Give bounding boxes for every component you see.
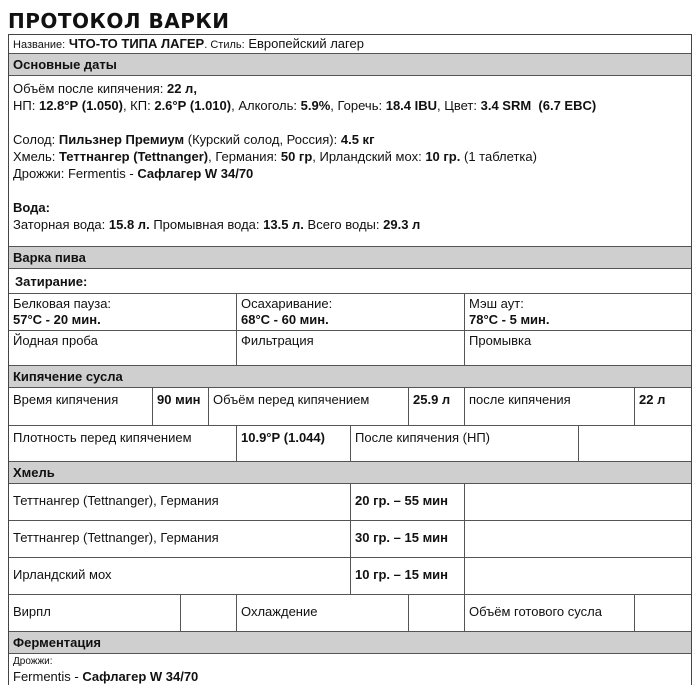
hop-name: Теттнангер (Tettnanger) <box>59 149 209 164</box>
recipe-header-row <box>9 35 691 54</box>
mashout-label: Мэш аут: <box>469 296 524 311</box>
post-boil-gravity-label: После кипячения (НП) <box>351 426 579 461</box>
water-title <box>13 199 687 216</box>
moss-note: (1 таблетка) <box>463 149 537 164</box>
basics-block <box>9 76 691 247</box>
protocol-form <box>8 34 692 685</box>
hop-row <box>9 558 691 595</box>
section-fermentation: Ферментация <box>9 632 691 654</box>
section-hops: Хмель <box>9 462 691 484</box>
malt-line <box>13 131 687 148</box>
alcohol-value: 5.9% <box>300 98 331 113</box>
sparge-water-label: Промывная вода: <box>153 217 260 232</box>
hop-row <box>9 521 691 558</box>
post-boil-volume-value: 22 л <box>639 392 666 407</box>
hop-amount: 50 гр <box>280 149 313 164</box>
hop-row-name: Теттнангер (Tettnanger), Германия <box>9 521 351 557</box>
moss-amount: 10 гр. <box>425 149 461 164</box>
hop-row-blank <box>465 484 691 520</box>
volume-label: Объём после кипячения: <box>13 81 164 96</box>
hop-row-amount: 20 гр. – 55 мин <box>351 484 465 520</box>
hop-row-name: Ирландский мох <box>9 558 351 594</box>
hop-row-blank <box>465 521 691 557</box>
saccharification-cell <box>237 294 465 330</box>
color-value: 3.4 SRM (6.7 EBC) <box>480 98 597 113</box>
post-boil-row <box>9 595 691 632</box>
mashing-title: Затирание: <box>15 274 88 289</box>
bitterness-label: , Горечь: <box>330 98 383 113</box>
total-water-label: Всего воды: <box>307 217 380 232</box>
malt-name: Пильзнер Премиум <box>58 132 185 147</box>
alcohol-label: , Алкоголь: <box>231 98 298 113</box>
volume-value: 22 л, <box>166 81 197 96</box>
hop-row-amount: 10 гр. – 15 мин <box>351 558 465 594</box>
whirlpool-label: Вирпл <box>9 595 181 631</box>
water-line <box>13 216 687 233</box>
protein-rest-value: 57°С - 20 мин. <box>13 312 101 327</box>
hop-row-blank <box>465 558 691 594</box>
sparging-cell: Промывка <box>469 333 532 348</box>
cooling-label: Охлаждение <box>237 595 409 631</box>
water-title-text: Вода: <box>13 200 50 215</box>
malt-amount: 4.5 кг <box>340 132 375 147</box>
section-basics: Основные даты <box>9 54 691 76</box>
page-title: ПРОТОКОЛ ВАРКИ <box>8 9 230 33</box>
recipe-name: ЧТО-ТО ТИПА ЛАГЕР <box>68 36 205 51</box>
gravity-line <box>13 97 687 114</box>
malt-source: (Курский солод, Россия): <box>187 132 338 147</box>
fermentation-yeast-maker: Fermentis - <box>13 669 79 684</box>
iodine-test-cell: Йодная проба <box>9 331 237 365</box>
mash-water-label: Заторная вода: <box>13 217 106 232</box>
saccharification-label: Осахаривание: <box>241 296 333 311</box>
malt-label: Солод: <box>13 132 56 147</box>
section-boil: Кипячение сусла <box>9 366 691 388</box>
final-volume-value <box>635 595 691 631</box>
boil-row-2 <box>9 426 691 462</box>
og-value: 12.8°Р (1.050) <box>38 98 123 113</box>
post-boil-volume-label: после кипячения <box>465 388 635 425</box>
saccharification-value: 68°С - 60 мин. <box>241 312 329 327</box>
recipe-style: Европейский лагер <box>248 36 364 51</box>
pre-boil-gravity-label: Плотность перед кипячением <box>9 426 237 461</box>
mash-steps-row <box>9 294 691 331</box>
pre-boil-volume-label: Объём перед кипячением <box>209 388 409 425</box>
fermentation-yeast-label: Дрожжи: <box>13 656 53 667</box>
sparge-water-value: 13.5 л. <box>263 217 304 232</box>
fg-value: 2.6°Р (1.010) <box>154 98 232 113</box>
boil-time-label: Время кипячения <box>9 388 153 425</box>
boil-time-value: 90 мин <box>153 388 209 425</box>
hop-row-amount: 30 гр. – 15 мин <box>351 521 465 557</box>
color-label: , Цвет: <box>437 98 477 113</box>
boil-row-1 <box>9 388 691 426</box>
fermentation-block <box>9 654 691 685</box>
pre-boil-volume-value: 25.9 л <box>409 388 465 425</box>
name-label: Название: <box>13 39 66 51</box>
post-boil-gravity-value <box>579 426 691 461</box>
pre-boil-gravity-value: 10.9°Р (1.044) <box>237 426 351 461</box>
fermentation-yeast-name: Сафлагер W 34/70 <box>82 669 199 684</box>
protein-rest-cell <box>9 294 237 330</box>
mashing-title-row <box>9 269 691 294</box>
yeast-label: Дрожжи: Fermentis - <box>13 166 134 181</box>
fg-label: , КП: <box>122 98 151 113</box>
total-water-value: 29.3 л <box>383 217 421 232</box>
mashout-value: 78°С - 5 мин. <box>469 312 550 327</box>
hop-country: , Германия: <box>208 149 278 164</box>
hop-line <box>13 148 687 165</box>
final-volume-label: Объём готового сусла <box>465 595 635 631</box>
mashout-cell <box>465 294 691 330</box>
volume-line <box>13 80 687 97</box>
checks-row <box>9 331 691 366</box>
filtration-cell: Фильтрация <box>237 331 465 365</box>
yeast-line <box>13 165 687 182</box>
hop-row-name: Теттнангер (Tettnanger), Германия <box>9 484 351 520</box>
og-label: НП: <box>13 98 36 113</box>
cooling-value <box>409 595 465 631</box>
mash-water-value: 15.8 л. <box>108 217 150 232</box>
section-brewing: Варка пива <box>9 247 691 269</box>
yeast-name: Сафлагер W 34/70 <box>137 166 254 181</box>
hop-row <box>9 484 691 521</box>
moss-label: , Ирландский мох: <box>312 149 422 164</box>
whirlpool-value <box>181 595 237 631</box>
hop-label: Хмель: <box>13 149 56 164</box>
style-label: . Стиль: <box>204 39 245 51</box>
bitterness-value: 18.4 IBU <box>385 98 438 113</box>
protein-rest-label: Белковая пауза: <box>13 296 112 311</box>
